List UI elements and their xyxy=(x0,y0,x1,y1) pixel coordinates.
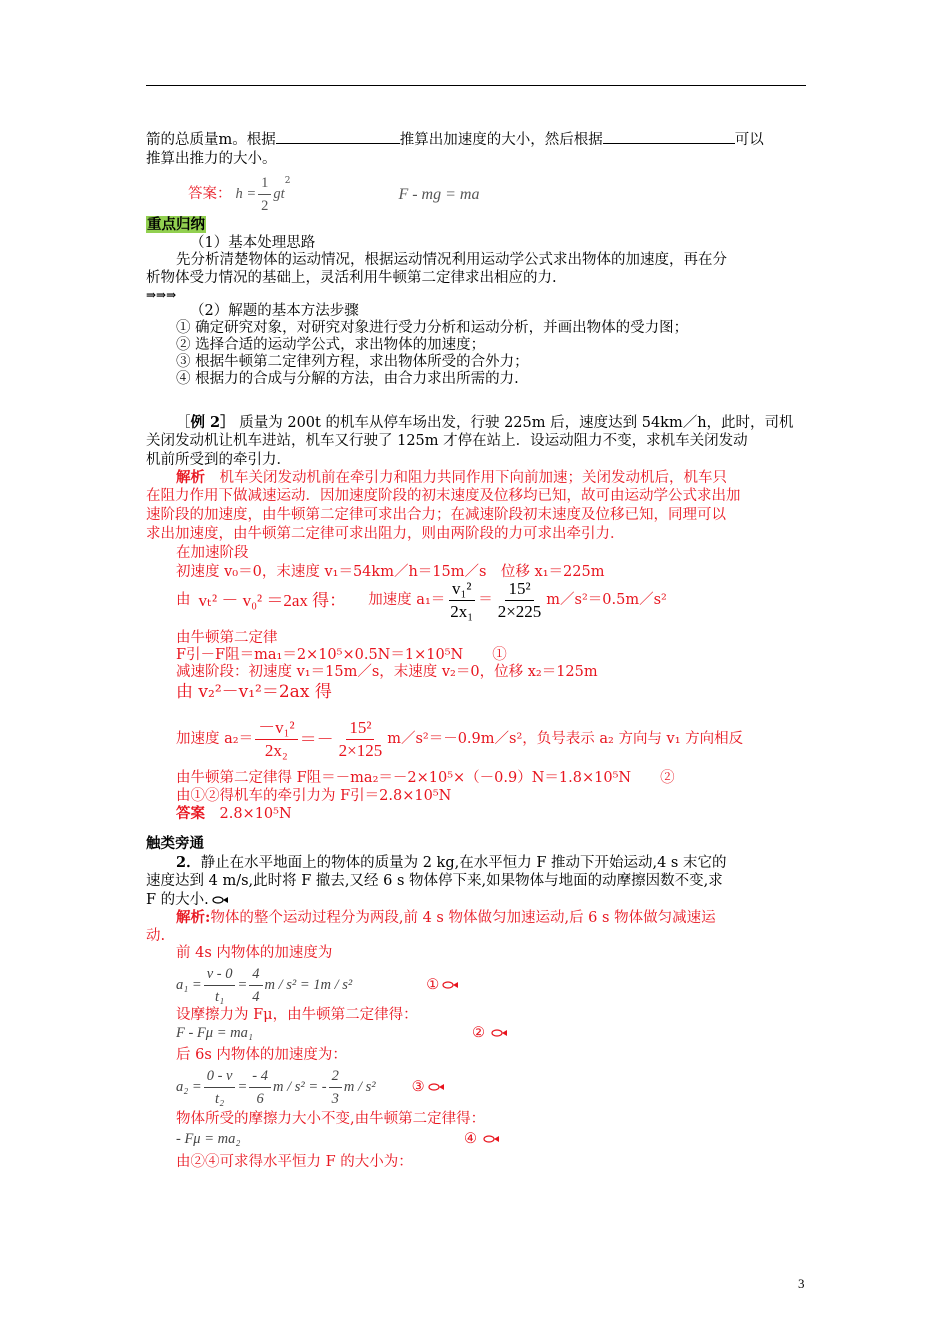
subheading-1: （1）基本处理思路 xyxy=(190,235,316,251)
equation-1: a₁ = $\frac{v - 0}{\text{t₁}}$ = $\frac{4}{4}$ m / s² = 1m / s² ① xyxy=(176,960,459,1010)
answer-line: 答案： h = $\frac{1}{2}$ gt $^2$ F - mg = ma xyxy=(188,172,479,217)
calc-line: 在加速阶段 xyxy=(176,545,249,561)
equation-4: - Fμ = ma₂ ④ xyxy=(176,1130,240,1149)
practice-calc-line: 物体所受的摩擦力大小不变,由牛顿第二定律得： xyxy=(176,1111,486,1127)
section-title-key-points: 重点归纳 xyxy=(147,216,205,233)
equation-3: a₂ = $\frac{0 - v}{\text{t₂}}$ = $\frac{- 4}{6}$ m / s² = - $\frac{2}{3}$ m / s² ③ xyxy=(176,1062,445,1112)
equation-2: F - Fμ = ma₁ ② xyxy=(176,1024,253,1043)
top-line-1: 箭的总质量m。根据 推算出加速度的大小，然后根据 可以 xyxy=(146,132,764,148)
calc-line: F引－F阻＝ma₁＝2×10⁵×0.5N＝1×10⁵N ① xyxy=(176,647,507,663)
practice-calc-line: 前 4s 内物体的加速度为 xyxy=(176,945,333,961)
calc-line: 由 v₂²－v₁²＝2ax 得 xyxy=(176,682,332,702)
step-item: ① 确定研究对象，对研究对象进行受力分析和运动分析，并画出物体的受力图； xyxy=(176,320,689,336)
practice-analysis-line-1: 解析:物体的整个运动过程分为两段,前 4 s 物体做匀加速运动,后 6 s 物体做匀减速运 xyxy=(176,909,716,926)
comment-marker-icon xyxy=(211,895,229,905)
example-question-line-1: ［例 2］ 质量为 200t 的机车从停车场出发，行驶 225m 后，速度达到 54km／h，此时，司机 xyxy=(176,414,794,431)
practice-calc-line: 由②④可求得水平恒力 F 的大小为： xyxy=(176,1154,413,1170)
analysis-line: 在阻力作用下做减速运动．因加速度阶段的初末速度及位移均已知，故可由运动学公式求出加 xyxy=(146,488,741,504)
analysis-line-1: 解析 机车关闭发动机前在牵引力和阻力共同作用下向前加速；关闭发动机后，机车只 xyxy=(176,469,727,486)
calc-formula-1: 由 vₜ² － v₀² ＝2ax 得： 加速度 a₁＝ $\frac{\text{v₁²}}{\text{2x₁}}$ ＝ $\frac{\text{15²}}{2\times 225}$ m／s²＝0.5m／s² xyxy=(176,578,667,621)
page-number: 3 xyxy=(798,1276,805,1291)
comment-marker-icon xyxy=(441,980,459,990)
practice-analysis-line-2: 动. xyxy=(146,928,166,944)
practice-calc-line: 设摩擦力为 Fμ，由牛顿第二定律得： xyxy=(176,1007,418,1023)
calc-formula-2: 加速度 a₂＝ $\frac{\text{－v₁²}}{\text{2x₂}}$ ＝－ $\frac{\text{15²}}{2\times 125}$ m／s²＝－0.9m／s²，负号表示 a₂ 方向与 v₁ 方向相反 xyxy=(176,717,744,760)
comment-marker-icon xyxy=(482,1134,500,1144)
answer-line-2: 答案 2.8×10⁵N xyxy=(176,805,292,822)
paragraph: 先分析清楚物体的运动情况，根据运动情况利用运动学公式求出物体的加速度，再在分 xyxy=(176,252,727,268)
practice-question-line-1: 2．静止在水平地面上的物体的质量为 2 kg,在水平恒力 F 推动下开始运动,4 s 末它的 xyxy=(176,854,727,871)
step-item: ② 选择合适的运动学公式，求出物体的加速度； xyxy=(176,337,486,353)
header-rule xyxy=(146,85,806,86)
calc-line: 减速阶段：初速度 v₁＝15m／s，末速度 v₂＝0，位移 x₂＝125m xyxy=(176,664,598,680)
analysis-line: 速阶段的加速度，由牛顿第二定律可求出合力；在减速阶段初末速度及位移已知，同理可以 xyxy=(146,507,726,523)
calc-line: 由①②得机车的牵引力为 F引＝2.8×10⁵N xyxy=(176,788,452,804)
section-title-practice: 触类旁通 xyxy=(146,835,204,852)
example-question-line-2: 关闭发动机让机车进站，机车又行驶了 125m 才停在站上．设运动阻力不变，求机车关闭发动 xyxy=(146,433,748,449)
practice-question-line-2: 速度达到 4 m/s,此时将 F 撤去,又经 6 s 物体停下来,如果物体与地面的动摩擦因数不变,求 xyxy=(146,873,723,889)
step-item: ③ 根据牛顿第二定律列方程，求出物体所受的合外力； xyxy=(176,354,529,370)
subheading-2: （2）解题的基本方法步骤 xyxy=(190,303,359,319)
top-line-2: 推算出推力的大小。 xyxy=(146,151,277,167)
example-question-line-3: 机前所受到的牵引力． xyxy=(146,452,291,468)
comment-marker-icon xyxy=(490,1028,508,1038)
calc-line: 由牛顿第二定律 xyxy=(176,630,278,646)
calc-line: 由牛顿第二定律得 F阻＝－ma₂＝－2×10⁵×（－0.9）N＝1.8×10⁵N ② xyxy=(176,770,675,786)
paragraph: 析物体受力情况的基础上，灵活利用牛顿第二定律求出相应的力. xyxy=(146,270,557,286)
comment-marker-icon xyxy=(427,1082,445,1092)
step-item: ④ 根据力的合成与分解的方法，由合力求出所需的力. xyxy=(176,371,519,387)
arrows-icon: ⇒⇒⇒ xyxy=(146,288,177,302)
analysis-line: 求出加速度，由牛顿第二定律可求出阻力，则由两阶段的力可求出牵引力． xyxy=(146,526,625,542)
practice-calc-line: 后 6s 内物体的加速度为： xyxy=(176,1047,347,1063)
practice-question-line-3: F 的大小. xyxy=(146,891,229,910)
calc-line: 初速度 v₀＝0，末速度 v₁＝54km／h＝15m／s 位移 x₁＝225m xyxy=(176,564,605,580)
